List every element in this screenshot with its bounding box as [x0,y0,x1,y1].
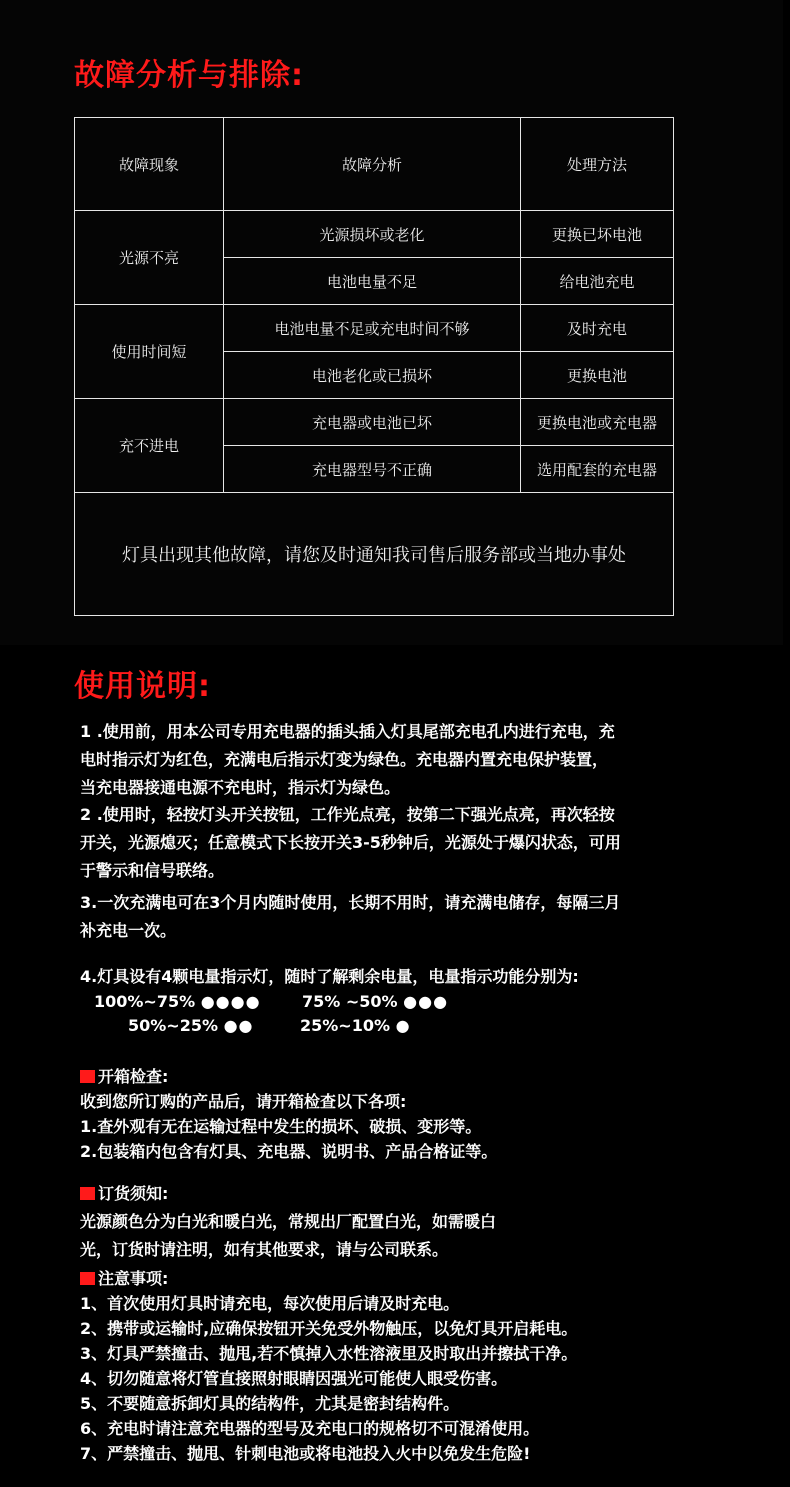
battery-indicator-icon: ● [395,1016,411,1035]
text-line: 6、充电时请注意充电器的型号及充电口的规格切不可混淆使用。 [80,1419,540,1438]
battery-indicator-icon: ●●● [403,992,449,1011]
text-line: 光源颜色分为白光和暖白光，常规出厂配置白光，如需暖白 [80,1212,497,1231]
heading-text: 订货须知: [98,1184,169,1203]
cautions-heading [80,1266,577,1291]
method-cell: 选用配套的充电器 [521,446,674,493]
text-line: 3、灯具严禁撞击、抛甩,若不慎掉入水性溶液里及时取出并擦拭干净。 [80,1344,578,1363]
text-line: 5、不要随意拆卸灯具的结构件，尤其是密封结构件。 [80,1394,460,1413]
service-note: 灯具出现其他故障，请您及时通知我司售后服务部或当地办事处 [75,493,674,616]
usage-item-1 [80,718,615,802]
text-line: 当充电器接通电源不充电时，指示灯为绿色。 [80,778,401,797]
fault-section-title: 故障分析与排除: [74,58,304,93]
fault-table [74,117,674,616]
text-line: 1、首次使用灯具时请充电，每次使用后请及时充电。 [80,1294,460,1313]
text-line: 开关，光源熄灭；任意模式下长按开关3-5秒钟后，光源处于爆闪状态，可用 [80,833,621,852]
red-square-icon [80,1272,95,1285]
usage-section [0,645,790,1487]
symptom-cell: 充不进电 [75,399,224,493]
analysis-cell: 光源损坏或老化 [224,211,521,258]
analysis-cell: 充电器型号不正确 [224,446,521,493]
ordering-heading [80,1180,496,1208]
text-line: 2.包装箱内包含有灯具、充电器、说明书、产品合格证等。 [80,1142,498,1161]
red-square-icon [80,1070,95,1083]
table-note-row [75,493,674,616]
heading-text: 注意事项: [98,1269,169,1288]
text-line: 4、切勿随意将灯管直接照射眼睛因强光可能使人眼受伤害。 [80,1369,508,1388]
table-row [75,211,674,258]
unpacking-heading [80,1064,497,1089]
battery-level-25-10 [300,1012,411,1040]
usage-item-4: 4.灯具设有4颗电量指示灯，随时了解剩余电量，电量指示功能分别为: [80,967,579,986]
text-line: 3.一次充满电可在3个月内随时使用，长期不用时，请充满电储存，每隔三月 [80,893,621,912]
method-cell: 及时充电 [521,305,674,352]
red-square-icon [80,1187,95,1200]
text-line: 光，订货时请注明，如有其他要求，请与公司联系。 [80,1240,449,1259]
ordering-block [80,1180,496,1264]
battery-level-label: 100%~75% [94,992,196,1011]
usage-section-title: 使用说明: [74,669,211,704]
battery-level-label: 25%~10% [300,1016,390,1035]
battery-level-label: 75% ~50% [302,992,398,1011]
text-line: 7、严禁撞击、抛甩、针刺电池或将电池投入火中以免发生危险! [80,1444,531,1463]
text-line: 2 .使用时，轻按灯头开关按钮，工作光点亮，按第二下强光点亮，再次轻按 [80,805,615,824]
text-line: 1.查外观有无在运输过程中发生的损坏、破损、变形等。 [80,1117,482,1136]
battery-level-50-25 [128,1012,254,1040]
text-line: 于警示和信号联络。 [80,861,225,880]
text-line: 补充电一次。 [80,921,177,940]
heading-text: 开箱检查: [98,1067,169,1086]
analysis-cell: 充电器或电池已坏 [224,399,521,446]
header-method: 处理方法 [521,118,674,211]
symptom-cell: 使用时间短 [75,305,224,399]
analysis-cell: 电池老化或已损坏 [224,352,521,399]
method-cell: 更换电池 [521,352,674,399]
table-header-row [75,118,674,211]
method-cell: 更换电池或充电器 [521,399,674,446]
battery-indicator-icon: ●● [223,1016,254,1035]
table-row [75,305,674,352]
text-line: 电时指示灯为红色，充满电后指示灯变为绿色。充电器内置充电保护装置， [80,750,609,769]
usage-item-3 [80,889,620,945]
method-cell: 给电池充电 [521,258,674,305]
text-line: 1 .使用前，用本公司专用充电器的插头插入灯具尾部充电孔内进行充电，充 [80,722,615,741]
cautions-block [80,1266,577,1466]
usage-item-2 [80,801,621,885]
header-analysis: 故障分析 [224,118,521,211]
fault-section [0,0,783,645]
battery-indicator-icon: ●●●● [200,992,261,1011]
table-row [75,399,674,446]
unpacking-block [80,1064,497,1164]
battery-level-label: 50%~25% [128,1016,218,1035]
text-line: 收到您所订购的产品后，请开箱检查以下各项: [80,1092,407,1111]
analysis-cell: 电池电量不足或充电时间不够 [224,305,521,352]
method-cell: 更换已坏电池 [521,211,674,258]
header-symptom: 故障现象 [75,118,224,211]
analysis-cell: 电池电量不足 [224,258,521,305]
text-line: 2、携带或运输时,应确保按钮开关免受外物触压，以免灯具开启耗电。 [80,1319,578,1338]
symptom-cell: 光源不亮 [75,211,224,305]
